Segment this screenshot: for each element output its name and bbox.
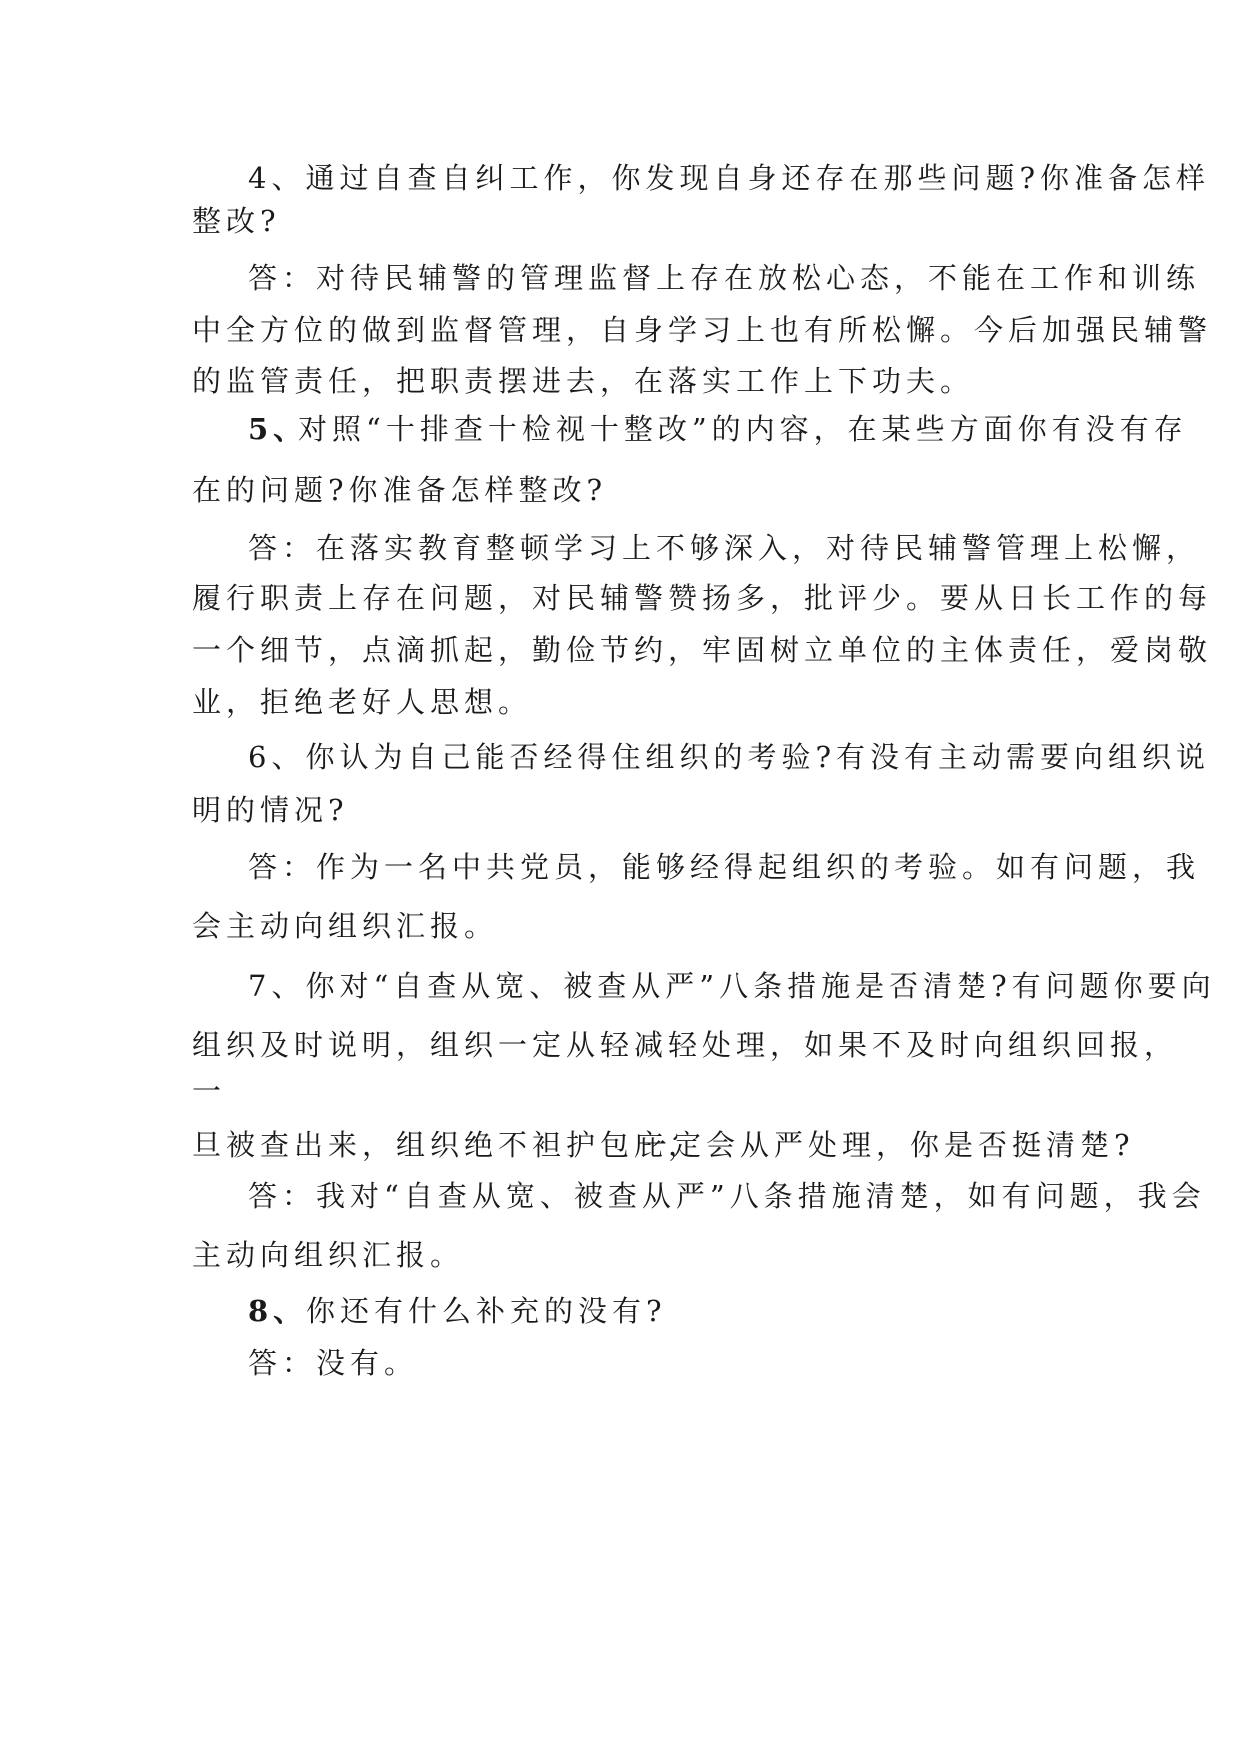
- answer-5-line-3: 一个细节，点滴抓起，勤俭节约，牢固树立单位的主体责任，爱岗敬: [192, 633, 1213, 667]
- answer-4-line-2: 中全方位的做到监督管理，自身学习上也有所松懈。今后加强民辅警: [192, 313, 1213, 347]
- answer-7-line-2: 主动向组织汇报。: [192, 1238, 465, 1272]
- answer-6-line-1: 答：作为一名中共党员，能够经得起组织的考验。如有问题，我: [248, 850, 1201, 884]
- question-6-line-2: 明的情况?: [192, 793, 349, 827]
- question-7-line-2: 组织及时说明，组织一定从轻减轻处理，如果不及时向组织回报，: [192, 1028, 1179, 1062]
- question-5-line-2: 在的问题?你准备怎样整改?: [192, 473, 608, 507]
- question-7-line-3c: 一定会从严处理，你是否挺清楚?: [638, 1128, 1135, 1162]
- answer-5-line-1: 答：在落实教育整顿学习上不够深入，对待民辅警管理上松懈，: [248, 531, 1201, 565]
- question-5-number: 5、: [248, 412, 308, 446]
- question-8-number: 8、: [248, 1294, 308, 1328]
- question-7-line-3a: 一: [192, 1074, 227, 1108]
- answer-7-line-1: 答：我对“自查从宽、被查从严”八条措施清楚，如有问题，我会: [248, 1179, 1206, 1213]
- question-4-line-2: 整改?: [192, 204, 281, 238]
- answer-5-line-2: 履行职责上存在问题，对民辅警赞扬多，批评少。要从日长工作的每: [192, 581, 1213, 615]
- answer-4-line-3: 的监管责任，把职责摆进去，在落实工作上下功夫。: [192, 364, 975, 398]
- answer-6-line-2: 会主动向组织汇报。: [192, 909, 499, 943]
- answer-4-line-1: 答：对待民辅警的管理监督上存在放松心态，不能在工作和训练: [248, 261, 1201, 295]
- question-8-text: 你还有什么补充的没有?: [306, 1294, 667, 1328]
- answer-8: 答：没有。: [248, 1346, 419, 1380]
- answer-5-line-4: 业，拒绝老好人思想。: [192, 685, 533, 719]
- question-4-line-1: 4、通过自查自纠工作，你发现自身还存在那些问题?你准备怎样: [248, 161, 1210, 195]
- question-7-line-3b: 旦被查出来，组织绝不袒护包庇，: [192, 1128, 703, 1162]
- question-6-line-1: 6、你认为自己能否经得住组织的考验?有没有主动需要向组织说: [248, 740, 1210, 774]
- question-5-line-1: 对照“十排查十检视十整改”的内容，在某些方面你有没有存: [298, 412, 1188, 446]
- question-7-line-1: 7、你对“自查从宽、被查从严”八条措施是否清楚?有问题你要向: [248, 969, 1216, 1003]
